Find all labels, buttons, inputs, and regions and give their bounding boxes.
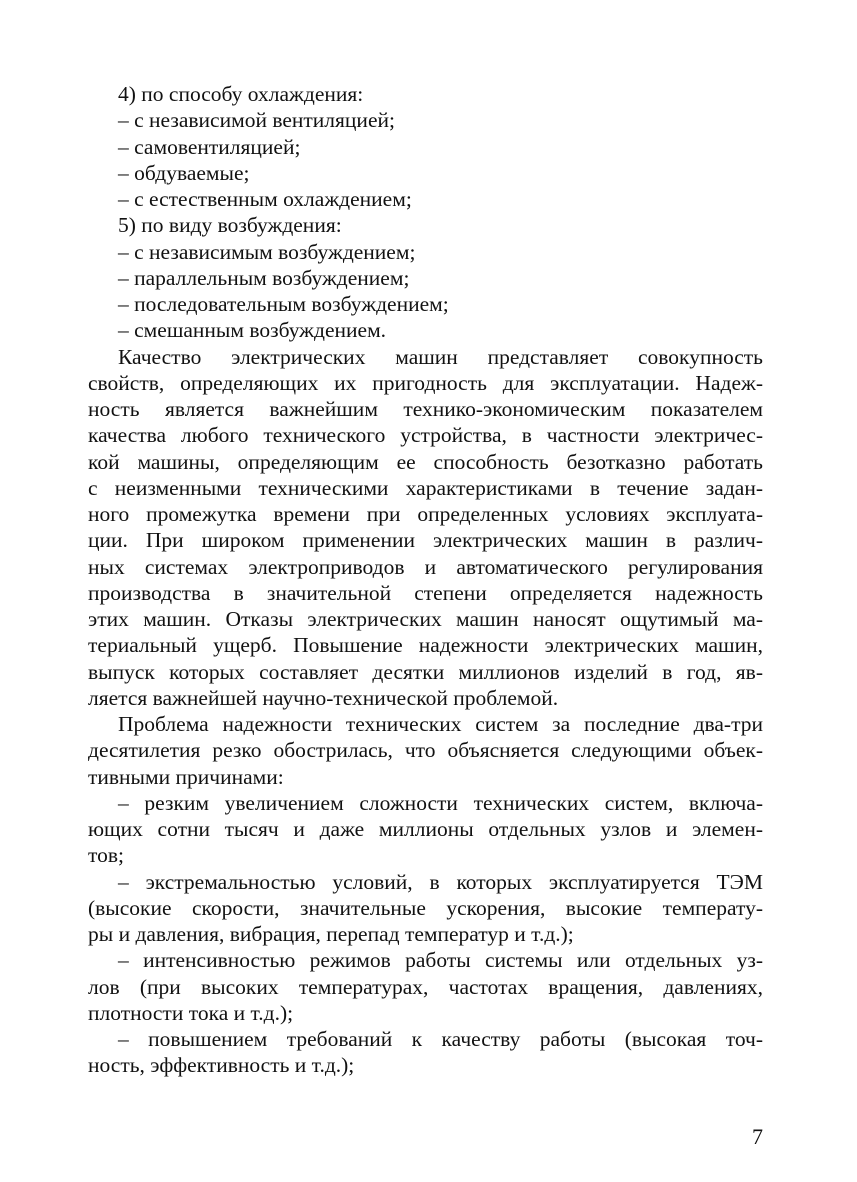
text-line: плотности тока и т.д.);	[88, 1000, 294, 1025]
paragraph	[88, 1026, 763, 1079]
text-line: тов;	[88, 843, 124, 868]
text-line: ность, эффективность и т.д.);	[88, 1053, 355, 1078]
text-line: – повышением требований к качеству работы (высокая точ-	[118, 1027, 763, 1051]
text-line: – резким увеличением сложности технических систем, включа-	[118, 790, 763, 815]
text-line: – экстремальностью условий, в которых эксплуатируется ТЭМ	[118, 869, 763, 894]
paragraph	[88, 711, 763, 790]
text-line: Проблема надежности технических систем за последние два-три	[118, 712, 763, 736]
list-item: – самовентиляцией;	[118, 134, 301, 159]
list-item: – последовательным возбуждением;	[118, 292, 449, 316]
list-item: 5) по виду возбуждения:	[118, 213, 342, 238]
page-number: 7	[752, 1124, 763, 1149]
text-line: териальный ущерб. Повышение надежности электрических машин,	[88, 633, 763, 658]
text-line: ции. При широком применении электрических машин в различ-	[88, 528, 763, 553]
page-body-text	[88, 81, 763, 1079]
text-line: ющих сотни тысяч и даже миллионы отдельных узлов и элемен-	[88, 817, 763, 841]
text-line: Качество электрических машин представляет совокупность	[118, 344, 763, 369]
text-line: ных системах электроприводов и автоматического регулирования	[88, 554, 763, 579]
list-item: – с естественным охлаждением;	[118, 187, 412, 211]
text-line: – интенсивностью режимов работы системы или отдельных уз-	[118, 948, 763, 973]
text-line: лов (при высоких температурах, частотах вращения, давлениях,	[88, 974, 763, 999]
text-line: ры и давления, вибрация, перепад температур и т.д.);	[88, 922, 574, 946]
text-line: (высокие скорости, значительные ускорения, высокие температу-	[88, 895, 763, 920]
text-line: выпуск которых составляет десятки миллионов изделий в год, яв-	[88, 659, 763, 684]
text-line: ляется важнейшей научно-технической проблемой.	[88, 685, 559, 710]
paragraph	[88, 344, 763, 712]
text-line: тивными причинами:	[88, 764, 284, 789]
text-line: с неизменными техническими характеристиками в течение задан-	[88, 475, 763, 500]
list-item: – обдуваемые;	[118, 160, 250, 185]
list-item: – с независимой вентиляцией;	[118, 108, 395, 133]
text-line: производства в значительной степени определяется надежность	[88, 580, 763, 605]
list-item: – с независимым возбуждением;	[118, 239, 416, 264]
paragraph	[88, 947, 763, 1026]
text-line: десятилетия резко обострилась, что объясняется следующими объек-	[88, 738, 763, 763]
list-item: – смешанным возбуждением.	[118, 318, 387, 343]
text-line: кой машины, определяющим ее способность безотказно работать	[88, 449, 763, 474]
text-line: этих машин. Отказы электрических машин наносят ощутимый ма-	[88, 607, 763, 631]
text-line: ного промежутка времени при определенных условиях эксплуата-	[88, 502, 763, 526]
classification-list	[88, 81, 763, 344]
text-line: качества любого технического устройства, в частности электричес-	[88, 423, 763, 448]
text-line: ность является важнейшим технико-экономическим показателем	[88, 397, 763, 421]
list-item: – параллельным возбуждением;	[118, 265, 410, 290]
paragraph	[88, 790, 763, 869]
list-item: 4) по способу охлаждения:	[118, 82, 364, 106]
paragraph	[88, 869, 763, 948]
text-line: свойств, определяющих их пригодность для эксплуатации. Надеж-	[88, 370, 763, 395]
